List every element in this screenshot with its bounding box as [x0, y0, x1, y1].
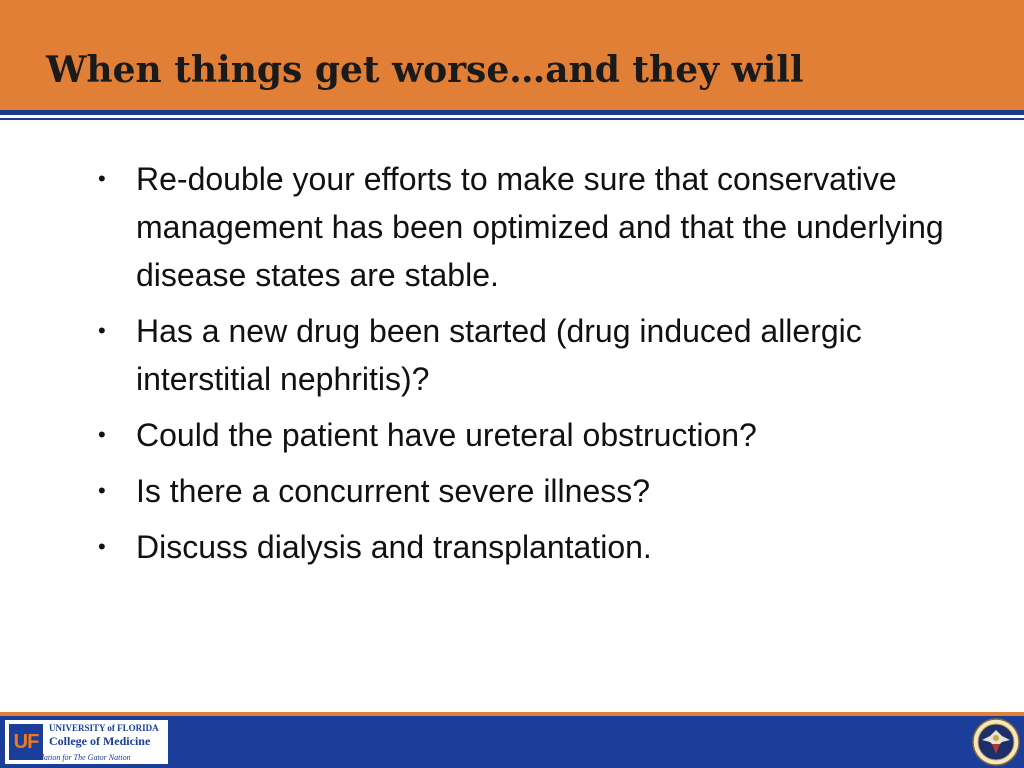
- bullet-text: Is there a concurrent severe illness?: [136, 473, 651, 509]
- bullet-dot-icon: •: [98, 478, 106, 503]
- bullet-list: [96, 155, 976, 579]
- bullet-dot-icon: •: [98, 318, 106, 343]
- bullet-text: Re-double your efforts to make sure that conservative management has been optimized and that the underlying disease states are stable.: [136, 161, 944, 293]
- bullet-item: [96, 411, 976, 459]
- bullet-text: Could the patient have ureteral obstruction?: [136, 417, 757, 453]
- bullet-item: [96, 523, 976, 571]
- bullet-dot-icon: •: [98, 166, 106, 191]
- header-band: [0, 0, 1024, 110]
- logo-college-text: College of Medicine: [49, 734, 151, 748]
- bullet-dot-icon: •: [98, 422, 106, 447]
- va-seal-icon: [972, 718, 1020, 766]
- header-divider-thin: [0, 118, 1024, 120]
- slide-title: When things get worse…and they will: [46, 49, 804, 91]
- uf-college-of-medicine-logo: [4, 719, 169, 765]
- bullet-dot-icon: •: [98, 534, 106, 559]
- bullet-text: Has a new drug been started (drug induced allergic interstitial nephritis)?: [136, 313, 862, 397]
- bullet-item: [96, 307, 976, 403]
- logo-tagline-text: The Foundation for The Gator Nation: [9, 753, 131, 762]
- bullet-item: [96, 467, 976, 515]
- logo-university-text: UNIVERSITY of FLORIDA: [49, 723, 159, 733]
- bullet-text: Discuss dialysis and transplantation.: [136, 529, 652, 565]
- bullet-item: [96, 155, 976, 299]
- uf-mark-icon: UF: [9, 724, 43, 760]
